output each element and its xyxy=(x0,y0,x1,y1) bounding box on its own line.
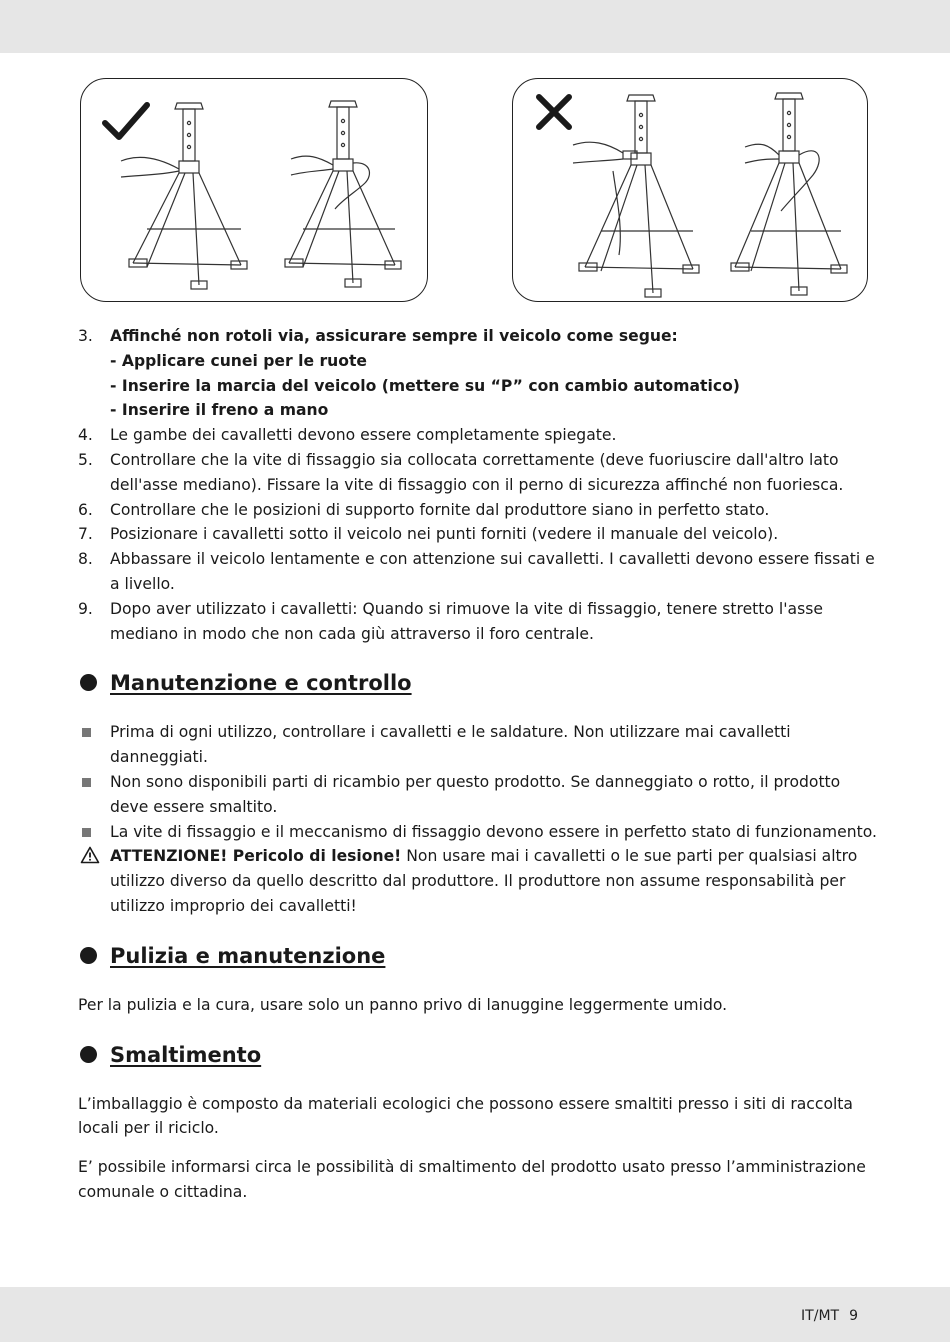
step-sub-item: - Applicare cunei per le ruote xyxy=(110,351,367,370)
header-band xyxy=(0,0,950,53)
page-footer xyxy=(801,1308,858,1324)
step-sub-item: - Inserire la marcia del veicolo (mettere su “P” con cambio automatico) xyxy=(110,376,740,395)
step-text: Dopo aver utilizzato i cavalletti: Quando si rimuove la vite di fissaggio, tenere stretto l'asse mediano in modo che non cada giù attraverso il foro centrale. xyxy=(110,599,823,643)
cross-icon xyxy=(539,97,569,127)
step-number: 9. xyxy=(78,599,93,618)
maintenance-list xyxy=(78,720,878,844)
instructions-content xyxy=(78,324,878,1205)
square-bullet-icon xyxy=(82,778,91,787)
step-4 xyxy=(78,423,878,448)
step-text: Controllare che la vite di fissaggio sia collocata correttamente (deve fuoriuscire dall'altro lato dell'asse mediano). Fissare la vite di fissaggio con il perno di sicurezza affinché non fuoriesca. xyxy=(110,450,844,494)
list-item xyxy=(78,770,878,820)
figure-correct-panel xyxy=(80,78,428,302)
step-title: Affinché non rotoli via, assicurare sempre il veicolo come segue: xyxy=(110,327,678,345)
section-heading: Smaltimento xyxy=(110,1042,262,1067)
step-3 xyxy=(78,324,878,423)
steps-list xyxy=(78,324,878,646)
list-item xyxy=(78,720,878,770)
step-text: Posizionare i cavalletti sotto il veicolo nei punti forniti (vedere il manuale del veicolo). xyxy=(110,525,779,544)
section-disposal xyxy=(78,1040,878,1070)
jack-stands-wrong-illustration xyxy=(513,79,869,303)
section-bullet-icon xyxy=(80,1046,97,1063)
page-number: 9 xyxy=(849,1308,858,1324)
step-number: 3. xyxy=(78,327,93,345)
step-number: 6. xyxy=(78,500,93,519)
section-bullet-icon xyxy=(80,947,97,964)
section-maintenance xyxy=(78,668,878,698)
footer-language: IT/MT xyxy=(801,1308,840,1324)
step-number: 7. xyxy=(78,525,93,544)
warning-text: Non usare mai i cavalletti o le sue parti per qualsiasi altro utilizzo diverso da quello descritto dal produttore. Il produttore non assume responsabilità per utilizzo improprio dei cavalletti! xyxy=(110,847,858,915)
step-7 xyxy=(78,522,878,547)
figure-wrong-panel xyxy=(512,78,868,302)
square-bullet-icon xyxy=(82,828,91,837)
section-bullet-icon xyxy=(80,674,97,691)
disposal-paragraph-1: L’imballaggio è composto da materiali ecologici che possono essere smaltiti presso i siti di raccolta locali per il riciclo. xyxy=(78,1094,853,1138)
step-sub-item: - Inserire il freno a mano xyxy=(110,401,329,420)
step-9 xyxy=(78,597,878,647)
section-heading: Pulizia e manutenzione xyxy=(110,943,386,968)
warning-icon xyxy=(80,846,100,864)
warning-title: ATTENZIONE! Pericolo di lesione! xyxy=(110,847,402,866)
list-item-text: Prima di ogni utilizzo, controllare i cavalletti e le saldature. Non utilizzare mai cavalletti danneggiati. xyxy=(110,723,791,767)
list-item-text: La vite di fissaggio e il meccanismo di fissaggio devono essere in perfetto stato di funzionamento. xyxy=(110,822,877,841)
section-cleaning xyxy=(78,941,878,971)
list-item-text: Non sono disponibili parti di ricambio per questo prodotto. Se danneggiato o rotto, il prodotto deve essere smaltito. xyxy=(110,772,841,816)
step-number: 8. xyxy=(78,550,93,569)
step-text: Controllare che le posizioni di supporto fornite dal produttore siano in perfetto stato. xyxy=(110,500,770,519)
step-6 xyxy=(78,498,878,523)
square-bullet-icon xyxy=(82,728,91,737)
step-5 xyxy=(78,448,878,498)
warning-note xyxy=(78,844,878,918)
cleaning-text: Per la pulizia e la cura, usare solo un panno privo di lanuggine leggermente umido. xyxy=(78,995,728,1014)
step-text: Le gambe dei cavalletti devono essere completamente spiegate. xyxy=(110,426,617,445)
jack-stands-correct-illustration xyxy=(81,79,429,303)
step-number: 4. xyxy=(78,426,93,445)
list-item xyxy=(78,820,878,845)
disposal-paragraph-2: E’ possibile informarsi circa le possibilità di smaltimento del prodotto usato presso l’amministrazione comunale o cittadina. xyxy=(78,1158,866,1201)
check-icon xyxy=(105,105,147,137)
step-8 xyxy=(78,547,878,597)
step-text: Abbassare il veicolo lentamente e con attenzione sui cavalletti. I cavalletti devono essere fissati e a livello. xyxy=(110,550,875,593)
section-heading: Manutenzione e controllo xyxy=(110,671,412,696)
step-number: 5. xyxy=(78,450,93,469)
